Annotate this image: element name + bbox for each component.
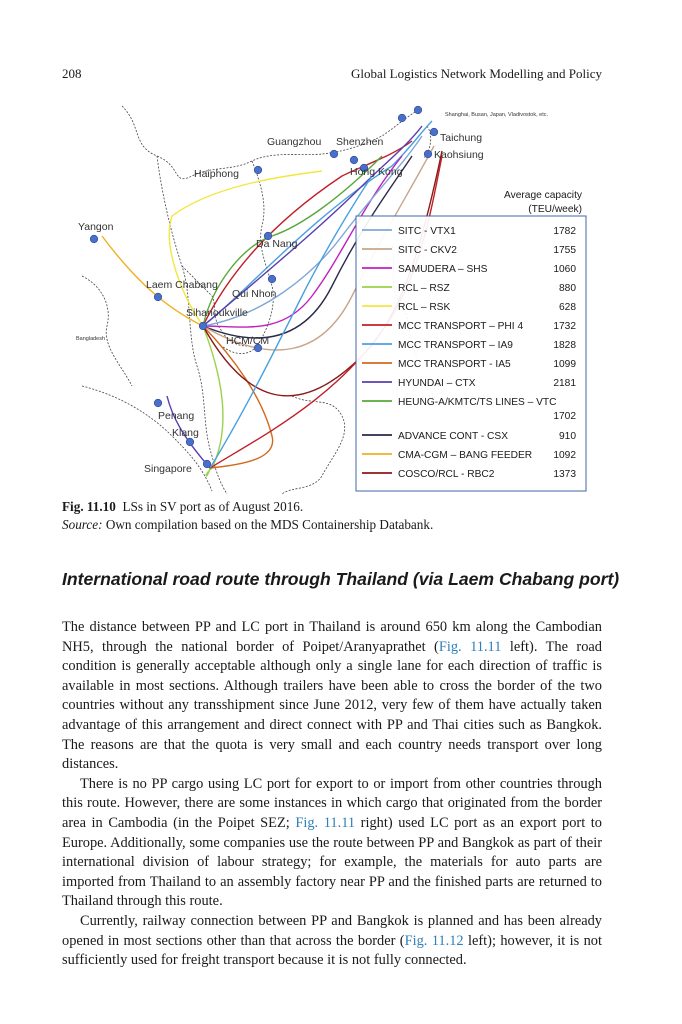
legend-service-capacity: 2181 <box>553 378 576 389</box>
legend-title-line2: (TEU/week) <box>528 204 582 215</box>
legend-service-name: SITC - VTX1 <box>398 226 456 237</box>
label-da-nang: Da Nang <box>256 238 298 250</box>
label-sihanoukville: Sihanoukville <box>186 307 248 319</box>
legend-service-name: HEUNG-A/KMTC/TS LINES – VTC <box>398 397 557 408</box>
legend-service-name: SITC - CKV2 <box>398 245 457 256</box>
port-marker-yangon <box>90 235 98 243</box>
legend-service-capacity: 1782 <box>553 226 576 237</box>
label-shenzhen: Shenzhen <box>336 136 384 148</box>
figure-reference-link[interactable]: Fig. 11.12 <box>404 932 464 949</box>
label-klang: Klang <box>172 427 199 439</box>
shipping-route-map-figure <box>62 96 602 496</box>
legend-service-name: ADVANCE CONT - CSX <box>398 431 509 442</box>
label-taichung: Taichung <box>440 132 483 144</box>
route-line <box>210 176 372 468</box>
paragraph-2-text-a: There is no PP cargo using LC port for export to or import from other countries through this route. However, there are some instances in which cargo that originated from the border area in Cambodia (in the Poipet SEZ; <box>62 775 602 831</box>
legend-service-name: MCC TRANSPORT – PHI 4 <box>398 321 524 332</box>
label-hcm: HCM/CM <box>226 335 270 347</box>
route-map-svg <box>62 96 602 496</box>
paragraph-3-text-b: left); however, it is not sufficiently used for freight transport because it is not fully connected. <box>62 932 602 969</box>
port-marker-shenzhen <box>350 156 358 164</box>
port-marker-haiphong <box>254 166 262 174</box>
paragraph-1 <box>62 618 602 775</box>
legend-service-name: RCL – RSK <box>398 302 451 313</box>
port-marker-taichung <box>430 128 438 136</box>
paragraph-3-text-a: Currently, railway connection between PP and Bangkok is planned and has been already opened in most sections other than that across the border ( <box>62 912 602 949</box>
port-marker-kaohsiung <box>424 150 432 158</box>
port-marker-klang <box>186 438 194 446</box>
legend-service-capacity: 910 <box>559 431 576 442</box>
route-line <box>203 326 223 476</box>
legend-service-capacity: 1702 <box>553 411 576 422</box>
label-singapore: Singapore <box>144 463 192 475</box>
caption-source-line <box>62 516 602 534</box>
legend-service-name: CMA-CGM – BANG FEEDER <box>398 450 533 461</box>
label-bangladesh: Bangladesh <box>76 336 106 342</box>
port-marker-singapore <box>203 460 211 468</box>
legend-service-capacity: 1099 <box>553 359 576 370</box>
legend-service-name: HYUNDAI – CTX <box>398 378 476 389</box>
paragraph-1-text-a: The distance between PP and LC port in Thailand is around 650 km along the Cambodian NH5, through the national border of Poipet/Aranyaprathet ( <box>62 619 602 655</box>
paragraph-2-text-b: right) used LC port as an export port to Europe. Additionally, some companies use the route between PP and Bangkok as part of their international division of labour strategy; for example, the materials for auto parts are imported from Thailand to an assembly factory near PP and the finished parts are returned to Thailand through this route. <box>62 814 602 910</box>
legend-service-capacity: 1373 <box>553 469 576 480</box>
running-header: Global Logistics Network Modelling and Policy <box>351 66 602 81</box>
legend-service-name: MCC TRANSPORT – IA9 <box>398 340 513 351</box>
label-laem-chabang: Laem Chabang <box>146 279 218 291</box>
label-penang: Penang <box>158 410 195 422</box>
label-qui-nhon: Qui Nhon <box>232 288 277 300</box>
legend-service-capacity: 1755 <box>553 245 576 256</box>
legend-title-line1: Average capacity <box>504 190 582 201</box>
coastline-gulf <box>182 266 247 346</box>
caption-source-text: Own compilation based on the MDS Containership Databank. <box>105 517 434 532</box>
coastline-bay <box>82 276 132 386</box>
legend-service-name: RCL – RSZ <box>398 283 450 294</box>
figure-reference-link[interactable]: Fig. 11.11 <box>438 638 502 655</box>
coastline-borneo <box>282 396 345 494</box>
caption-line <box>62 498 602 516</box>
port-marker-qui-nhon <box>268 275 276 283</box>
legend-service-capacity: 1828 <box>553 340 576 351</box>
route-line <box>203 326 273 468</box>
port-marker-laem-chabang <box>154 293 162 301</box>
paragraph-2 <box>62 775 602 912</box>
legend-service-capacity: 1060 <box>553 264 576 275</box>
label-guangzhou: Guangzhou <box>267 136 322 148</box>
label-hong-kong: Hong Kong <box>350 166 403 178</box>
caption-label: Fig. 11.10 <box>62 499 116 514</box>
port-marker-guangzhou <box>330 150 338 158</box>
caption-text: LSs in SV port as of August 2016. <box>122 499 304 514</box>
legend <box>356 190 586 491</box>
body-text <box>62 618 602 971</box>
caption-source-label: Source: <box>62 517 103 532</box>
port-marker-north <box>414 106 422 114</box>
legend-service-capacity: 628 <box>559 302 576 313</box>
paragraph-3 <box>62 912 602 971</box>
section-heading: International road route through Thailand (via Laem Chabang port) <box>62 569 620 589</box>
label-haiphong: Haiphong <box>194 168 239 180</box>
port-marker-sihanoukville <box>199 322 207 330</box>
label-shanghai: Shanghai, Busan, Japan, Vladivostok, etc. <box>445 112 549 118</box>
label-kaohsiung: Kaohsiung <box>434 149 484 161</box>
figure-reference-link[interactable]: Fig. 11.11 <box>295 814 356 831</box>
legend-service-name: SAMUDERA – SHS <box>398 264 488 275</box>
legend-service-capacity: 1092 <box>553 450 576 461</box>
legend-service-capacity: 880 <box>559 283 576 294</box>
legend-service-capacity: 1732 <box>553 321 576 332</box>
figure-caption <box>62 498 602 534</box>
paragraph-1-text-b: left). The road condition is generally acceptable although only a single lane for each direction of traffic is available in most sections. Although trailers have been able to cross the border of the two countries without any transshipment since June 2012, very few of them have actually taken advantage of this arrangement and direct connect with PP and Thai cities such as Bangkok. The reasons are that the quota is very small and each country needs transport over long distances. <box>62 638 603 773</box>
port-marker-shanghai <box>398 114 406 122</box>
label-yangon: Yangon <box>78 221 114 233</box>
page-number: 208 <box>62 66 82 81</box>
port-marker-penang <box>154 399 162 407</box>
legend-service-name: MCC TRANSPORT - IA5 <box>398 359 511 370</box>
legend-service-name: COSCO/RCL - RBC2 <box>398 469 495 480</box>
